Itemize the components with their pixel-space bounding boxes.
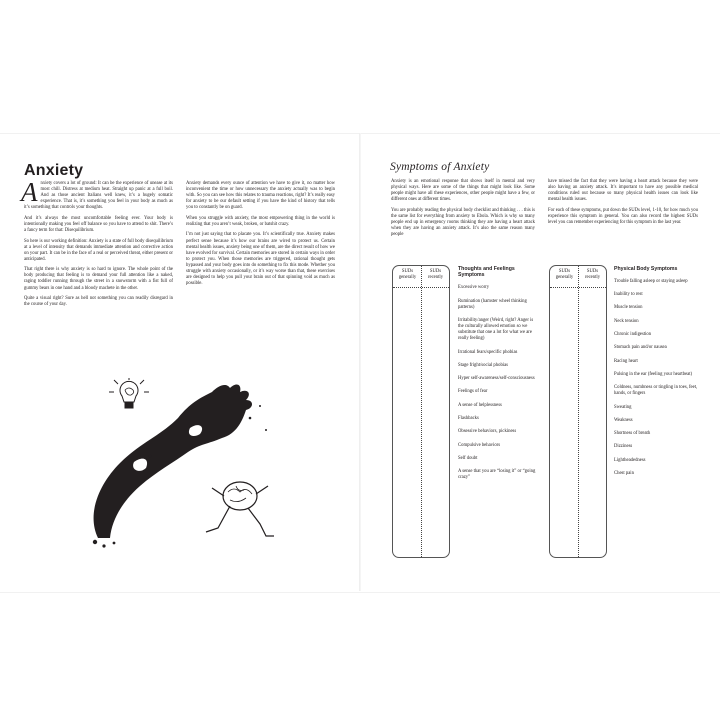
list-item: Weakness — [614, 417, 633, 423]
paragraph — [21, 177, 173, 211]
list-item: Obsessive behaviors, pickiness — [458, 429, 517, 435]
physical-symptoms-list — [614, 266, 698, 484]
list-item: Chest pain — [614, 470, 634, 476]
left-column-1 — [21, 177, 173, 313]
table-divider — [421, 266, 422, 557]
list-item: Pulsing in the ear (feeling your heartbeat) — [614, 371, 693, 377]
list-item: Shortness of breath — [614, 431, 651, 437]
list-item: Coldness, numbness or tingling in toes, feet, hands, or fingers — [614, 385, 698, 397]
right-column-2 — [548, 179, 698, 230]
list-item: Rumination (hamster wheel thinking patterns) — [458, 298, 527, 310]
list-item: Compulsive behaviors — [458, 442, 501, 448]
paragraph: You are probably reading the physical body checklist and thinking . . . this is the same list for everything from anxiety to Ebola. Which is why so many people end up in emergency rooms thinking they are having a heart attack when they are having an anxiety attack. It’s also the same reason many people — [391, 207, 535, 238]
table-divider — [578, 266, 579, 557]
list-item: Excessive worry — [458, 285, 490, 291]
list-item: Irritability/anger (Weird, right? Anger is the culturally allowed emotion so we substitute that one a lot for what we are really feeling) — [458, 317, 534, 342]
list-heading: Physical Body Symptoms — [614, 266, 678, 272]
list-item: Stage fright/social phobias — [458, 362, 508, 368]
right-column-1 — [391, 179, 535, 243]
list-item: Self doubt — [458, 455, 478, 461]
list-item: Chronic indigestion — [614, 332, 652, 338]
lightbulb-icon — [109, 378, 149, 408]
list-item: Racing heart — [614, 358, 638, 364]
list-item: Irrational fears/specific phobias — [458, 349, 518, 355]
paragraph: Anxiety demands every ounce of attention we have to give it, no matter how inconvenient the time or how unnecessary the anxiety actually was to begin with. So you can see how this relates to trauma reactions, right? It’s really easy for anxiety to be our default setting if you have the kind of history that tells you to constantly be on guard. — [186, 181, 335, 211]
header-suds-recently: SUDs recently — [584, 269, 601, 280]
paragraph: For each of these symptoms, put down the SUDs level, 1-10, for how much you experience this symptom in general. You can also record the highest SUDs level you can remember experiencing for this symptom in the last year. — [548, 207, 698, 225]
paragraph: So here is our working definition: Anxiety is a state of full body disequilibrium at a level of intensity that demands immediate attention and corrective action on your part. It can be in the face of a real or perceived threat, either present or anticipated. — [24, 238, 173, 262]
list-item: Hyper self-awareness/self-consciousness — [458, 376, 535, 382]
list-item: Flashbacks — [458, 415, 479, 421]
suds-table-thoughts — [392, 265, 450, 558]
thoughts-feelings-list — [458, 266, 536, 488]
paragraph: Quite a visual right? Sure as hell not something you can readily disregard in the course of your day. — [24, 296, 173, 308]
page-title-anxiety: Anxiety — [24, 162, 84, 179]
header-suds-generally: SUDs generally — [398, 269, 417, 280]
list-item: A sense that you are “losing it” or “going crazy” — [458, 469, 536, 481]
paragraph: That right there is why anxiety is so hard to ignore. The whole point of the body producing that feeling is to demand your full attention like a naked, raging toddler running through the street in a snowstorm with a fist full of gummy bears in one hand and a bloody machete in the other. — [24, 267, 173, 291]
list-item: Sweating — [614, 404, 632, 410]
header-suds-generally: SUDs generally — [555, 269, 574, 280]
paragraph: I’m not just saying that to placate you. It’s scientifically true. Anxiety makes perfect sense because it’s how our brains are wired to protect us. Certain mental health issues, anxiety being one of them, are the direct result of how we have evolved for survival. Certain memories are stored in certain ways in order to protect you. When those memories are triggered, rational thought gets bypassed and your body goes into do something to fix this mode. Whether you struggle with anxiety occasionally, or it’s way worse than that, these exercises are designed to help you pull your brain out of that spinning void as much as possible. — [186, 232, 335, 287]
list-heading: Thoughts and Feelings Symptoms — [458, 266, 515, 279]
paragraph: And it’s always the most uncomfortable feeling ever. Your body is intentionally making you feel off balance so you have to attend to shit. There’s a fancy term for that: Disequilibrium. — [24, 215, 173, 234]
paragraph: have missed the fact that they were having a heart attack because they were also having an anxiety attack. It’s important to have any possible medical conditions ruled out because so many physical health issues can look like mental health issues. — [548, 179, 698, 203]
page-title-symptoms: Symptoms of Anxiety — [390, 161, 490, 173]
suds-table-physical — [549, 265, 607, 558]
paragraph-text: nxiety covers a lot of ground: It can be the experience of unease at its most chill. Distress at medium heat. Straight up panic at a full boil. And as those ancient Italians well knew, it’s a hugely somatic experience. That is, it’s something you feel in your body as much as it’s something that controls your thoughts. — [24, 181, 173, 211]
list-item: Lightheadedness — [614, 457, 646, 463]
list-item: Stomach pain and/or nausea — [614, 345, 667, 351]
list-item: Dizziness — [614, 444, 633, 450]
shadow-hand-swirl — [93, 385, 267, 548]
list-item: Inability to rest — [614, 292, 643, 298]
anxiety-illustration — [90, 378, 280, 553]
left-column-2 — [186, 181, 335, 292]
list-item: Feelings of fear — [458, 389, 488, 395]
list-item: Trouble falling asleep or staying asleep — [614, 278, 688, 284]
paragraph: When you struggle with anxiety, the most empowering thing in the world is realizing that you aren’t weak, broken, or batshit crazy. — [186, 215, 335, 227]
paragraph: Anxiety is an emotional response that shows itself in mental and very physical ways. Here are some of the things that might look like. Some people might have all these experiences, other people might have a few, or different ones at different times. — [391, 179, 535, 203]
list-item: A sense of helplessness — [458, 402, 502, 408]
header-suds-recently: SUDs recently — [427, 269, 444, 280]
running-brain-figure — [206, 482, 274, 536]
book-gutter — [359, 133, 361, 591]
drop-cap: A — [21, 177, 38, 207]
list-item: Neck tension — [614, 318, 639, 324]
list-item: Muscle tension — [614, 305, 643, 311]
